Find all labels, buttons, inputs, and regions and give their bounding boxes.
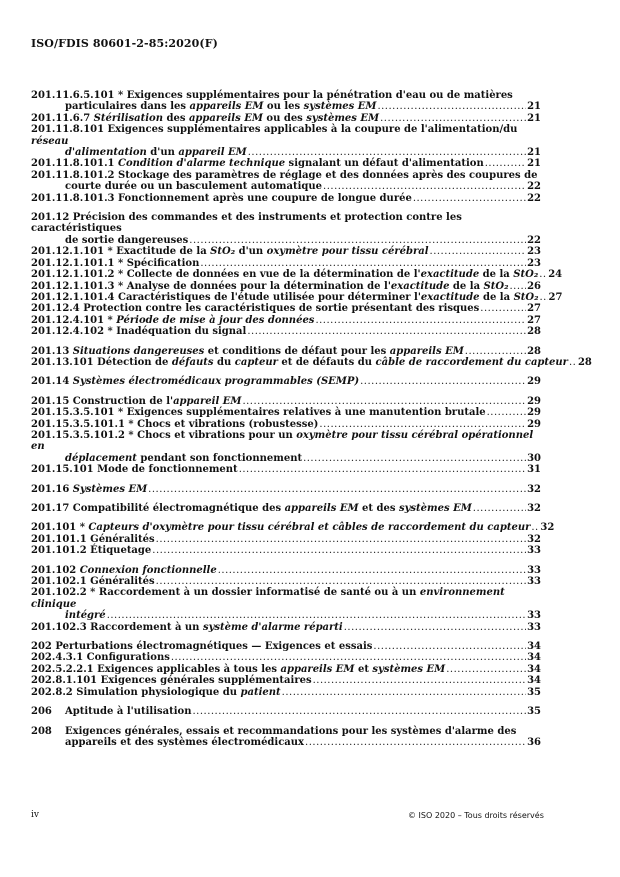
toc-entry[interactable]: 201.15.101 Mode de fonctionnement ..... 31 — [31, 464, 541, 475]
toc-entry[interactable]: 202.5.2.2.1 Exigences applicables à tous les appareils EM et systèmes EM ..... 34 — [31, 664, 541, 675]
toc-entry[interactable]: 201.15.3.5.101.2 * Chocs et vibrations pour un oxymètre pour tissu cérébral opérationnel en déplacement pendant son fonctionnement ..... 30 — [31, 430, 541, 464]
toc-entry[interactable]: 201.11.6.5.101 * Exigences supplémentaires pour la pénétration d'eau ou de matières particulaires dans les appareils EM ou les systèmes EM ..... 21 — [31, 90, 541, 113]
toc-entry[interactable]: 201.11.8.101.2 Stockage des paramètres de réglage et des données après des coupures de courte durée ou un basculement automatique ..... 22 — [31, 170, 541, 193]
toc-entry[interactable]: 201.12.4 Protection contre les caractéristiques de sortie présentant des risques ..... 27 — [31, 303, 541, 314]
toc-entry[interactable]: 201.12.1.101 * Exactitude de la StO₂ d'un oxymètre pour tissu cérébral ..... 23 — [31, 246, 541, 257]
toc-entry[interactable]: 201.102.3 Raccordement à un système d'alarme réparti ..... 33 — [31, 622, 541, 633]
toc-entry[interactable]: 201.11.8.101.3 Fonctionnement après une coupure de longue durée ..... 22 — [31, 193, 541, 204]
toc-entry[interactable]: 201.12.1.101.4 Caractéristiques de l'étude utilisée pour déterminer l'exactitude de la StO₂ ..... 27 — [31, 292, 541, 303]
toc-entry[interactable]: 201.12 Précision des commandes et des instruments et protection contre les caractéristiques de sortie dangereuses ..... 22 — [31, 212, 541, 246]
toc-entry[interactable]: 201.15.3.5.101 * Exigences supplémentaires relatives à une manutention brutale ..... 29 — [31, 407, 541, 418]
toc-entry[interactable]: 208 Exigences générales, essais et recommandations pour les systèmes d'alarme des appareils et des systèmes électromédicaux ..... 36 — [31, 726, 541, 749]
toc-entry[interactable]: 201.12.4.102 * Inadéquation du signal ..... 28 — [31, 326, 541, 337]
toc-entry[interactable]: 201.12.1.101.1 * Spécification ..... 23 — [31, 258, 541, 269]
toc-entry[interactable]: 201.101.1 Généralités ..... 32 — [31, 534, 541, 545]
toc-entry[interactable]: 201.14 Systèmes électromédicaux programmables (SEMP) ..... 29 — [31, 376, 541, 387]
toc-entry[interactable]: 201.11.8.101 Exigences supplémentaires applicables à la coupure de l'alimentation/du réseau d'alimentation d'un appareil EM ..... 21 — [31, 124, 541, 158]
toc-entry[interactable]: 202.4.3.1 Configurations ..... 34 — [31, 652, 541, 663]
toc-entry[interactable]: 201.102.2 * Raccordement à un dossier informatisé de santé ou à un environnement clinique intégré ..... 33 — [31, 587, 541, 621]
toc-entry[interactable]: 201.13 Situations dangereuses et conditions de défaut pour les appareils EM ..... 28 — [31, 346, 541, 357]
toc-entry[interactable]: 201.102.1 Généralités ..... 33 — [31, 576, 541, 587]
toc-entry[interactable]: 201.12.1.101.2 * Collecte de données en vue de la détermination de l'exactitude de la StO₂ ..... 24 — [31, 269, 541, 280]
page-number: iv — [31, 810, 39, 820]
toc-entry[interactable]: 201.12.1.101.3 * Analyse de données pour la détermination de l'exactitude de la StO₂ ..... 26 — [31, 281, 541, 292]
toc-entry[interactable]: 201.11.8.101.1 Condition d'alarme technique signalant un défaut d'alimentation ..... 21 — [31, 158, 541, 169]
toc-entry[interactable]: 202.8.2 Simulation physiologique du patient ..... 35 — [31, 687, 541, 698]
toc-entry[interactable]: 201.102 Connexion fonctionnelle ..... 33 — [31, 565, 541, 576]
toc-entry[interactable]: 201.13.101 Détection de défauts du capteur et de défauts du câble de raccordement du capteur ..... 28 — [31, 357, 541, 368]
toc-entry[interactable]: 201.15.3.5.101.1 * Chocs et vibrations (robustesse) ..... 29 — [31, 419, 541, 430]
toc-entry[interactable]: 202.8.1.101 Exigences générales supplémentaires ..... 34 — [31, 675, 541, 686]
toc-entry[interactable]: 201.17 Compatibilité électromagnétique des appareils EM et des systèmes EM ..... 32 — [31, 503, 541, 514]
toc-entry[interactable]: 201.16 Systèmes EM ..... 32 — [31, 484, 541, 495]
table-of-contents — [31, 90, 592, 748]
document-header: ISO/FDIS 80601-2-85:2020(F) — [31, 37, 218, 50]
toc-entry[interactable]: 201.15 Construction de l'appareil EM ..... 29 — [31, 396, 541, 407]
toc-entry[interactable]: 201.12.4.101 * Période de mise à jour des données ..... 27 — [31, 315, 541, 326]
toc-entry[interactable]: 202 Perturbations électromagnétiques — Exigences et essais ..... 34 — [31, 641, 541, 652]
toc-entry[interactable]: 201.11.6.7 Stérilisation des appareils EM ou des systèmes EM ..... 21 — [31, 113, 541, 124]
toc-entry[interactable]: 201.101 * Capteurs d'oxymètre pour tissu cérébral et câbles de raccordement du capteur ..... 32 — [31, 522, 541, 533]
toc-entry[interactable]: 206 Aptitude à l'utilisation ..... 35 — [31, 706, 541, 717]
copyright-notice: © ISO 2020 – Tous droits réservés — [408, 811, 544, 820]
toc-entry[interactable]: 201.101.2 Étiquetage ..... 33 — [31, 545, 541, 556]
